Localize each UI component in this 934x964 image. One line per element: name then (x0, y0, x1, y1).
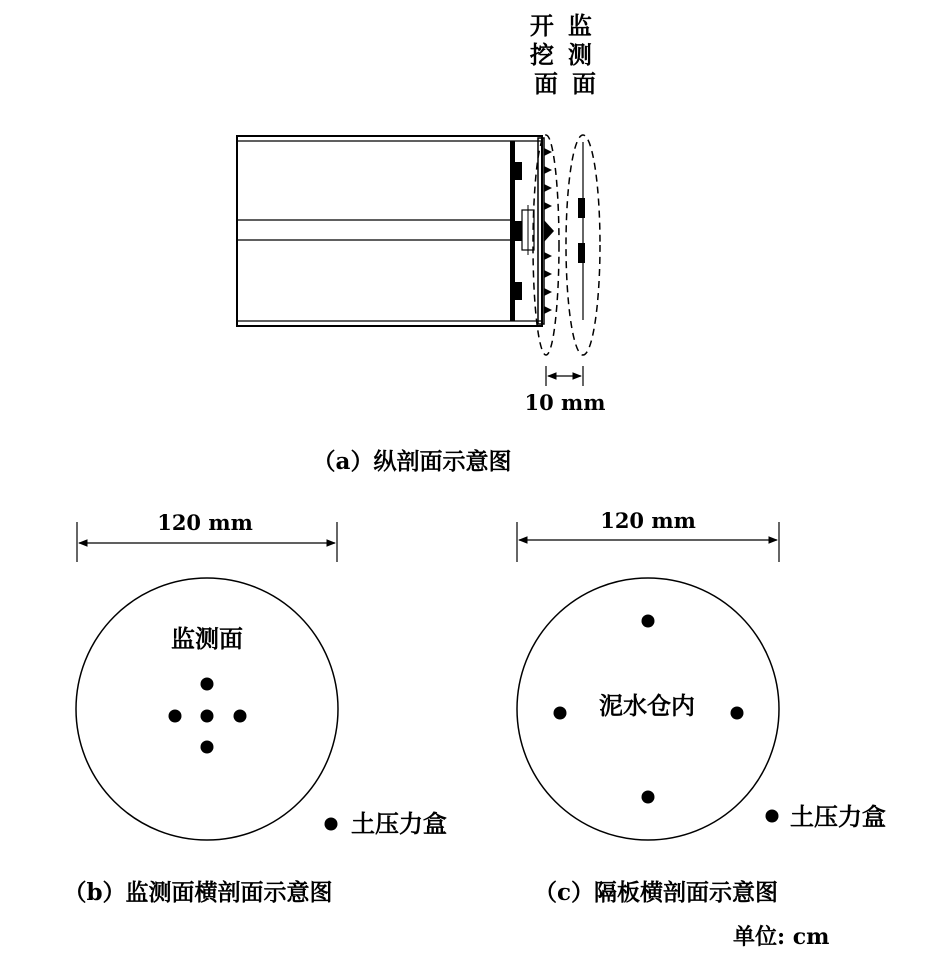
pressure-cell-right (234, 710, 247, 723)
legend-marker (766, 810, 779, 823)
monitoring-face-label (568, 11, 600, 98)
monitoring-face-char-2: 测 (567, 40, 592, 69)
panel-c-width-label: 120 mm (600, 508, 696, 533)
legend-label: 土压力盒 (351, 809, 447, 838)
legend-label: 土压力盒 (790, 802, 886, 831)
pressure-cell-top (642, 615, 655, 628)
panel-b-width-label: 120 mm (157, 510, 253, 535)
excavation-face-char-2: 挖 (529, 40, 554, 69)
pressure-cell-left (169, 710, 182, 723)
pressure-cell-right (731, 707, 744, 720)
slurry-chamber-region-label: 泥水仓内 (599, 691, 695, 720)
bulkhead (510, 141, 515, 321)
bulkhead-sensor-top (515, 162, 522, 180)
shield-body (237, 136, 542, 326)
monitoring-face-char-1: 监 (567, 11, 592, 40)
legend-marker (325, 818, 338, 831)
monitoring-face-circle (76, 578, 338, 840)
monitoring-sensor-upper (578, 198, 585, 218)
panel-a-longitudinal-section (237, 11, 605, 475)
excavation-face-label (530, 11, 562, 98)
panel-c-bulkhead-cross-section (517, 508, 886, 906)
excavation-face-char-1: 开 (529, 11, 554, 40)
excavation-face-char-3: 面 (534, 69, 558, 98)
pressure-cell-left (554, 707, 567, 720)
monitoring-face-char-3: 面 (572, 69, 596, 98)
panel-c-caption: （c）隔板横剖面示意图 (533, 879, 779, 906)
bulkhead-sensor-middle (515, 221, 522, 241)
panel-a-caption: （a）纵剖面示意图 (312, 448, 512, 475)
bulkhead-sensor-bottom (515, 282, 522, 300)
unit-note: 单位: cm (733, 924, 830, 950)
pressure-cell-top (201, 678, 214, 691)
monitoring-sensor-lower (578, 243, 585, 263)
cutter-teeth (544, 148, 554, 314)
pressure-cell-bottom (201, 741, 214, 754)
panel-b-monitoring-cross-section (63, 510, 447, 906)
pressure-cell-bottom (642, 791, 655, 804)
monitoring-face-region-label: 监测面 (171, 624, 243, 653)
pressure-cell-center (201, 710, 214, 723)
panel-b-caption: （b）监测面横剖面示意图 (63, 879, 333, 906)
gap-dimension-label: 10 mm (524, 390, 606, 415)
